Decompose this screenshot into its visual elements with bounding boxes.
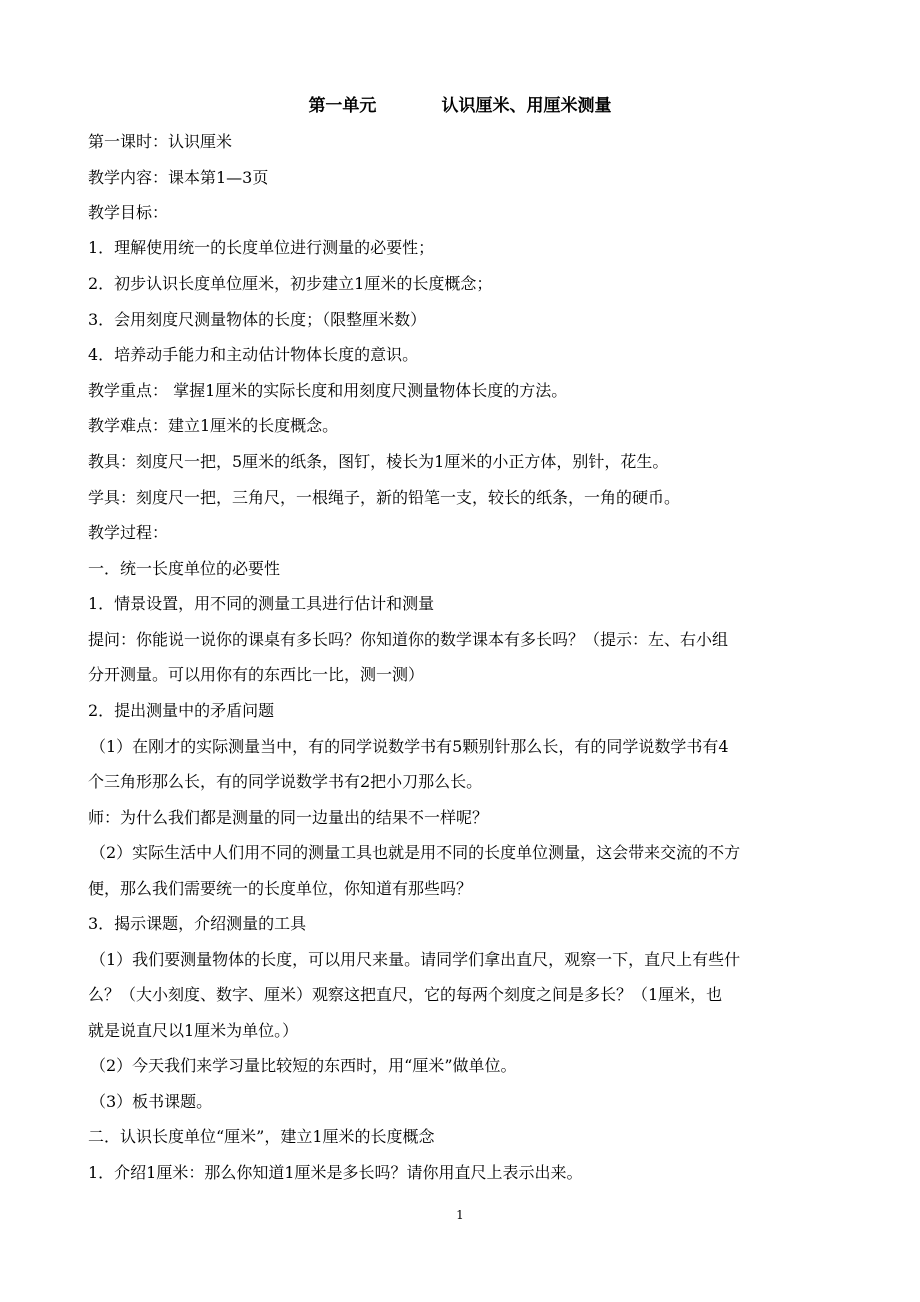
teaching-goals-heading: 教学目标：: [88, 203, 169, 222]
paragraph-line: （2）今天我们来学习量比较短的东西时，用“厘米”做单位。: [90, 1056, 517, 1075]
paragraph-line: 么？（大小刻度、数字、厘米）观察这把直尺，它的每两个刻度之间是多长？（1厘米，也: [88, 985, 723, 1004]
paragraph-line: 提问：你能说一说你的课桌有多长吗？你知道你的数学课本有多长吗？（提示：左、右小组: [88, 630, 729, 649]
paragraph-line: 分开测量。可以用你有的东西比一比，测一测）: [88, 665, 425, 684]
paragraph-line: 便，那么我们需要统一的长度单位，你知道有那些吗？: [88, 879, 473, 898]
goal-item: 1．理解使用统一的长度单位进行测量的必要性；: [88, 238, 435, 257]
document-title: 第一单元 认识厘米、用厘米测量: [308, 96, 612, 116]
page-number: 1: [456, 1208, 464, 1222]
step-heading: 3．揭示课题，介绍测量的工具: [88, 914, 307, 933]
goal-item: 3．会用刻度尺测量物体的长度；（限整厘米数）: [88, 310, 427, 329]
section-heading: 二．认识长度单位“厘米”，建立1厘米的长度概念: [88, 1127, 435, 1146]
step-heading: 1．情景设置，用不同的测量工具进行估计和测量: [88, 594, 435, 613]
section-heading: 一．统一长度单位的必要性: [88, 559, 281, 578]
paragraph-line: （1）在刚才的实际测量当中，有的同学说数学书有5颗别针那么长，有的同学说数学书有4: [90, 737, 729, 756]
goal-item: 4．培养动手能力和主动估计物体长度的意识。: [88, 345, 419, 364]
goal-item: 2．初步认识长度单位厘米，初步建立1厘米的长度概念；: [88, 274, 493, 293]
key-point-line: 教学重点： 掌握1厘米的实际长度和用刻度尺测量物体长度的方法。: [88, 381, 568, 400]
paragraph-line: （1）我们要测量物体的长度，可以用尺来量。请同学们拿出直尺，观察一下，直尺上有些什: [90, 950, 741, 969]
lesson-period-line: 第一课时：认识厘米: [88, 132, 233, 151]
teaching-content-line: 教学内容：课本第1—3页: [88, 168, 269, 187]
paragraph-line: 就是说直尺以1厘米为单位。）: [88, 1021, 299, 1040]
paragraph-line: （2）实际生活中人们用不同的测量工具也就是用不同的长度单位测量，这会带来交流的不方: [90, 843, 741, 862]
paragraph-line: 个三角形那么长，有的同学说数学书有2把小刀那么长。: [88, 772, 483, 791]
student-tools-line: 学具：刻度尺一把，三角尺，一根绳子，新的铅笔一支，较长的纸条，一角的硬币。: [88, 488, 681, 507]
process-heading: 教学过程：: [88, 523, 169, 542]
difficulty-line: 教学难点：建立1厘米的长度概念。: [88, 416, 339, 435]
teaching-tools-line: 教具：刻度尺一把，5厘米的纸条，图钉，棱长为1厘米的小正方体，别针，花生。: [88, 452, 669, 471]
paragraph-line: 师：为什么我们都是测量的同一边量出的结果不一样呢？: [88, 808, 489, 827]
step-heading: 1．介绍1厘米：那么你知道1厘米是多长吗？请你用直尺上表示出来。: [88, 1163, 583, 1182]
paragraph-line: （3）板书课题。: [90, 1092, 213, 1111]
step-heading: 2．提出测量中的矛盾问题: [88, 701, 275, 720]
